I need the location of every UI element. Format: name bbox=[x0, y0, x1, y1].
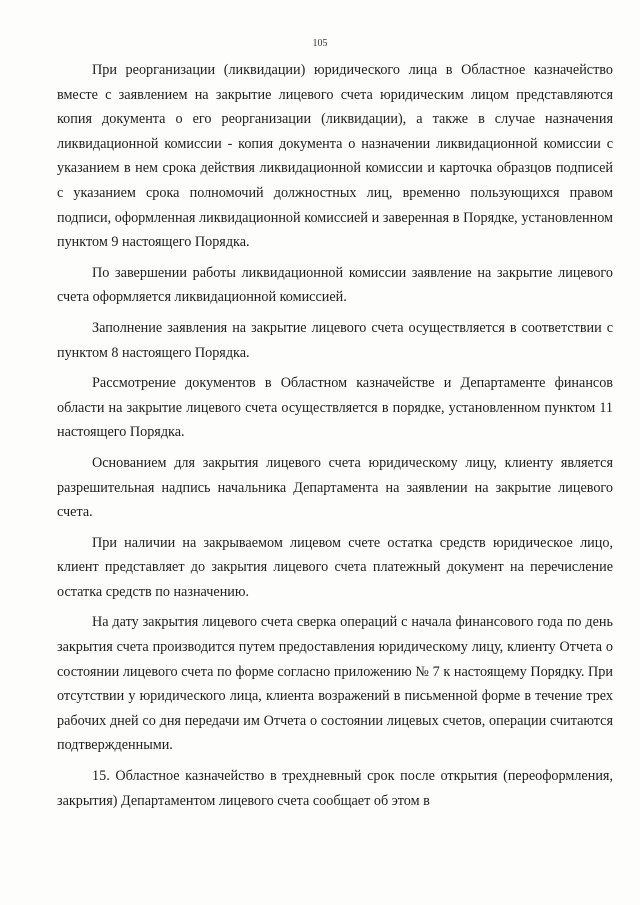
paragraph-closure-basis: Основанием для закрытия лицевого счета юридическому лицу, клиенту является разрешительная надпись начальника Департамента на заявлении на закрытие лицевого счета. bbox=[57, 454, 613, 521]
document-body bbox=[57, 58, 613, 818]
paragraph-filling-application: Заполнение заявления на закрытие лицевого счета осуществляется в соответствии с пунктом 8 настоящего Порядка. bbox=[57, 319, 613, 361]
paragraph-liquidation-commission: По завершении работы ликвидационной комиссии заявление на закрытие лицевого счета оформляется ликвидационной комиссией. bbox=[57, 264, 613, 306]
paragraph-reorganization: При реорганизации (ликвидации) юридического лица в Областное казначейство вместе с заявлением на закрытие лицевого счета юридическим лицом представляются копия документа о его реорганизации (ликвидации), а также в случае назначения ликвидационной комиссии - копия документа о назначении ликвидационной комиссии с указанием в нем срока действия ликвидационной комиссии и карточка образцов подписей с указанием срока полномочий должностных лиц, временно пользующихся правом подписи, оформленная ликвидационной комиссией и заверенная в Порядке, установленном пунктом 9 настоящего Порядка. bbox=[57, 62, 613, 251]
paragraph-remaining-funds: При наличии на закрываемом лицевом счете остатка средств юридическое лицо, клиент представляет до закрытия лицевого счета платежный документ на перечисление остатка средств по назначению. bbox=[57, 534, 613, 600]
paragraph-reconciliation: На дату закрытия лицевого счета сверка операций с начала финансового года по день закрытия счета производится путем предоставления юридическому лицу, клиенту Отчета о состоянии лицевого счета по форме согласно приложению № 7 к настоящему Порядку. При отсутствии у юридического лица, клиента возражений в письменной форме в течение трех рабочих дней со дня передачи им Отчета о состоянии лицевых счетов, операции считаются подтвержденными. bbox=[57, 614, 613, 754]
paragraph-document-review: Рассмотрение документов в Областном казначействе и Департаменте финансов области на закрытие лицевого счета осуществляется в порядке, установленном пунктом 11 настоящего Порядка. bbox=[57, 375, 613, 441]
paragraph-item-15: 15. Областное казначейство в трехдневный срок после открытия (переоформления, закрытия) Департаментом лицевого счета сообщает об этом в bbox=[57, 768, 613, 809]
page-number: 105 bbox=[312, 38, 328, 49]
